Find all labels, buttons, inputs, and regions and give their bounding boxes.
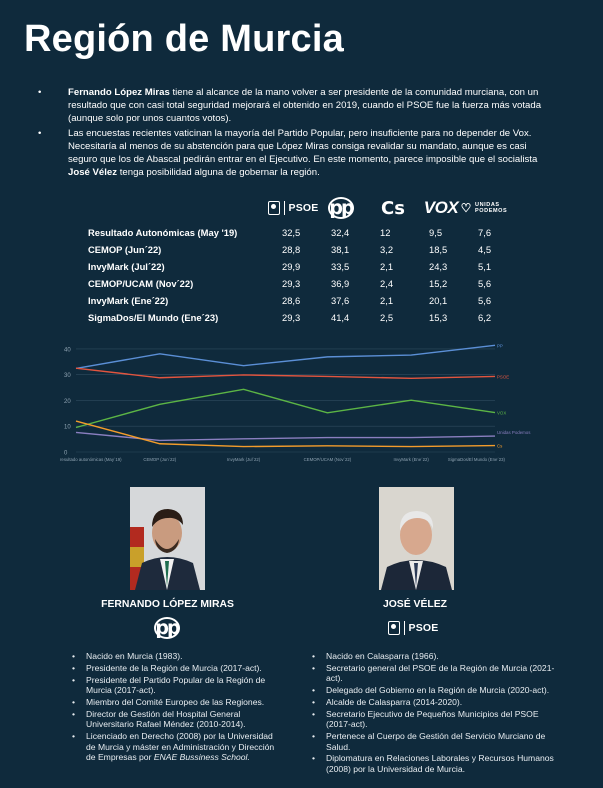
bio-item: • Diplomatura en Relaciones Laborales y Recursos Humanos (2008) por la Universidad de Murcia.	[312, 753, 557, 774]
bio-item: • Nacido en Calasparra (1966).	[312, 651, 557, 662]
bio-item: • Licenciado en Derecho (2008) por la Universidad de Murcia y máster en Administración y Dirección de Empresas por ENAE Bussiness School.	[72, 731, 282, 763]
table-cell: 28,8	[282, 244, 301, 255]
pp-label: pp	[155, 617, 179, 639]
bio-item: • Presidente del Partido Popular de la Región de Murcia (2017-act).	[72, 675, 282, 696]
bio-list-fernando-lopez-miras	[72, 651, 282, 764]
candidate-party-logo	[388, 617, 438, 639]
page-title: Región de Murcia	[24, 18, 344, 60]
y-tick-label: 20	[64, 398, 71, 405]
table-row	[88, 275, 527, 292]
photo-fernando-lopez-miras	[130, 487, 205, 590]
y-tick-label: 30	[64, 373, 71, 380]
x-tick-label: InvyMark (Ene´22)	[393, 457, 429, 462]
x-tick-label: CEMOP/UCAM (Nov´22)	[303, 457, 352, 462]
candidate-party-logo	[150, 617, 184, 639]
bio-list-jose-velez	[312, 651, 557, 776]
intro-text: Las encuestas recientes vaticinan la mayoría del Partido Popular, pero insuficiente para no depender de Vox. Necesitaría al menos de su abstención para que López Miras consiga revalidar su mandato, aunque es casi seguro que los de Abascal pedirán entrar en el Ejecutivo. En este momento, parece imposible que el socialista	[68, 128, 538, 165]
x-tick-label: CEMOP (Jun´22)	[143, 457, 177, 462]
table-cell: 5,6	[478, 295, 492, 306]
vox-label: VOX	[423, 198, 459, 217]
row-label: SigmaDos/El Mundo (Ene´23)	[88, 312, 219, 323]
bio-item: • Presidente de la Región de Murcia (2017-act).	[72, 663, 282, 674]
up-logo	[462, 196, 506, 220]
bio-item: • Secretario Ejecutivo de Pequeños Municipios del PSOE (2017-act).	[312, 709, 557, 730]
table-cell: 5,6	[478, 278, 492, 289]
table-cell: 15,3	[429, 312, 448, 323]
bio-item: • Miembro del Comité Europeo de las Regiones.	[72, 697, 282, 708]
table-cell: 5,1	[478, 261, 492, 272]
table-cell: 2,4	[380, 278, 394, 289]
intro-item	[38, 127, 558, 179]
candidate-name: JOSÉ VÉLEZ	[382, 599, 448, 610]
cs-label: Cs	[381, 197, 405, 219]
rose-icon	[388, 621, 400, 635]
table-cell: 2,1	[380, 295, 394, 306]
table-cell: 37,6	[331, 295, 350, 306]
bio-item: • Alcalde de Calasparra (2014-2020).	[312, 697, 557, 708]
intro-list	[38, 86, 558, 181]
results-table	[88, 224, 527, 326]
x-tick-label: SigmaDos/El Mundo (Ene´23)	[447, 457, 505, 462]
candidate-name: FERNANDO LÓPEZ MIRAS	[101, 599, 234, 610]
pp-logo	[326, 196, 356, 220]
y-tick-label: 10	[64, 424, 71, 431]
row-label: InvyMark (Jul´22)	[88, 261, 165, 272]
row-label: CEMOP/UCAM (Nov´22)	[88, 278, 194, 289]
intro-text: tiene al alcance de la mano volver a ser presidente de la comunidad murciana, con un resultado que con casi total seguridad mejorará el obtenido en 2019, cuando el PSOE fue la fuerza más votada (aunque solo por unos cuantos votos).	[68, 87, 542, 124]
intro-text: tenga posibilidad alguna de gobernar la región.	[117, 167, 320, 178]
y-tick-label: 40	[64, 347, 71, 354]
bio-item: • Pertenece al Cuerpo de Gestión del Servicio Murciano de Salud.	[312, 731, 557, 752]
cs-logo	[378, 196, 408, 220]
table-cell: 9,5	[429, 227, 443, 238]
table-cell: 41,4	[331, 312, 350, 323]
table-row	[88, 309, 527, 326]
intro-bold: José Vélez	[68, 167, 118, 178]
table-cell: 32,5	[282, 227, 301, 238]
photo-jose-velez	[379, 487, 454, 590]
table-cell: 6,2	[478, 312, 492, 323]
table-row	[88, 241, 527, 258]
bio-item: • Delegado del Gobierno en la Región de Murcia (2020-act).	[312, 685, 557, 696]
table-cell: 2,5	[380, 312, 394, 323]
intro-item	[38, 86, 558, 125]
psoe-logo	[270, 196, 319, 220]
table-row	[88, 292, 527, 309]
legend-label: VOX	[497, 410, 507, 416]
table-cell: 18,5	[429, 244, 448, 255]
table-cell: 29,3	[282, 312, 301, 323]
table-cell: 3,2	[380, 244, 394, 255]
table-cell: 20,1	[429, 295, 448, 306]
table-cell: 2,1	[380, 261, 394, 272]
heart-icon: ♡	[460, 201, 473, 215]
table-cell: 36,9	[331, 278, 350, 289]
intro-bold: Fernando López Miras	[68, 87, 170, 98]
table-cell: 12	[380, 227, 391, 238]
legend-label: PP	[497, 343, 503, 349]
legend-label: Cs	[497, 443, 503, 449]
series-line-cs	[76, 421, 495, 447]
bio-item: • Nacido en Murcia (1983).	[72, 651, 282, 662]
table-cell: 4,5	[478, 244, 492, 255]
x-tick-label: InvyMark (Jul´22)	[226, 457, 261, 462]
table-row	[88, 258, 527, 275]
series-line-unidas-podemos	[76, 432, 495, 440]
rose-icon	[268, 201, 280, 215]
table-cell: 28,6	[282, 295, 301, 306]
table-cell: 7,6	[478, 227, 492, 238]
bio-item: • Secretario general del PSOE de la Región de Murcia (2021-act).	[312, 663, 557, 684]
table-cell: 29,9	[282, 261, 301, 272]
y-tick-label: 0	[64, 450, 68, 457]
table-cell: 15,2	[429, 278, 448, 289]
series-line-vox	[76, 389, 495, 427]
x-tick-label: resultado autonómicas (May´19)	[60, 457, 122, 462]
series-line-psoe	[76, 368, 495, 378]
table-cell: 24,3	[429, 261, 448, 272]
legend-label: PSOE	[497, 374, 510, 380]
pp-label: pp	[329, 197, 353, 219]
table-cell: 32,4	[331, 227, 350, 238]
table-cell: 33,5	[331, 261, 350, 272]
row-label: CEMOP (Jun´22)	[88, 244, 162, 255]
psoe-label: PSOE	[408, 622, 439, 634]
table-cell: 38,1	[331, 244, 350, 255]
up-label-1: UNIDAS	[475, 202, 500, 208]
legend-label: Unidas Podemos	[497, 430, 531, 436]
up-label-2: PODEMOS	[475, 208, 508, 214]
vox-logo	[422, 196, 460, 220]
row-label: Resultado Autonómicas (May '19)	[88, 227, 238, 238]
party-logos	[0, 196, 603, 220]
row-label: InvyMark (Ene´22)	[88, 295, 169, 306]
bio-item: • Director de Gestión del Hospital General Universitario Rafael Méndez (2010-2014).	[72, 709, 282, 730]
table-row	[88, 224, 527, 241]
psoe-label: PSOE	[288, 202, 319, 214]
poll-line-chart	[60, 330, 531, 462]
table-cell: 29,3	[282, 278, 301, 289]
